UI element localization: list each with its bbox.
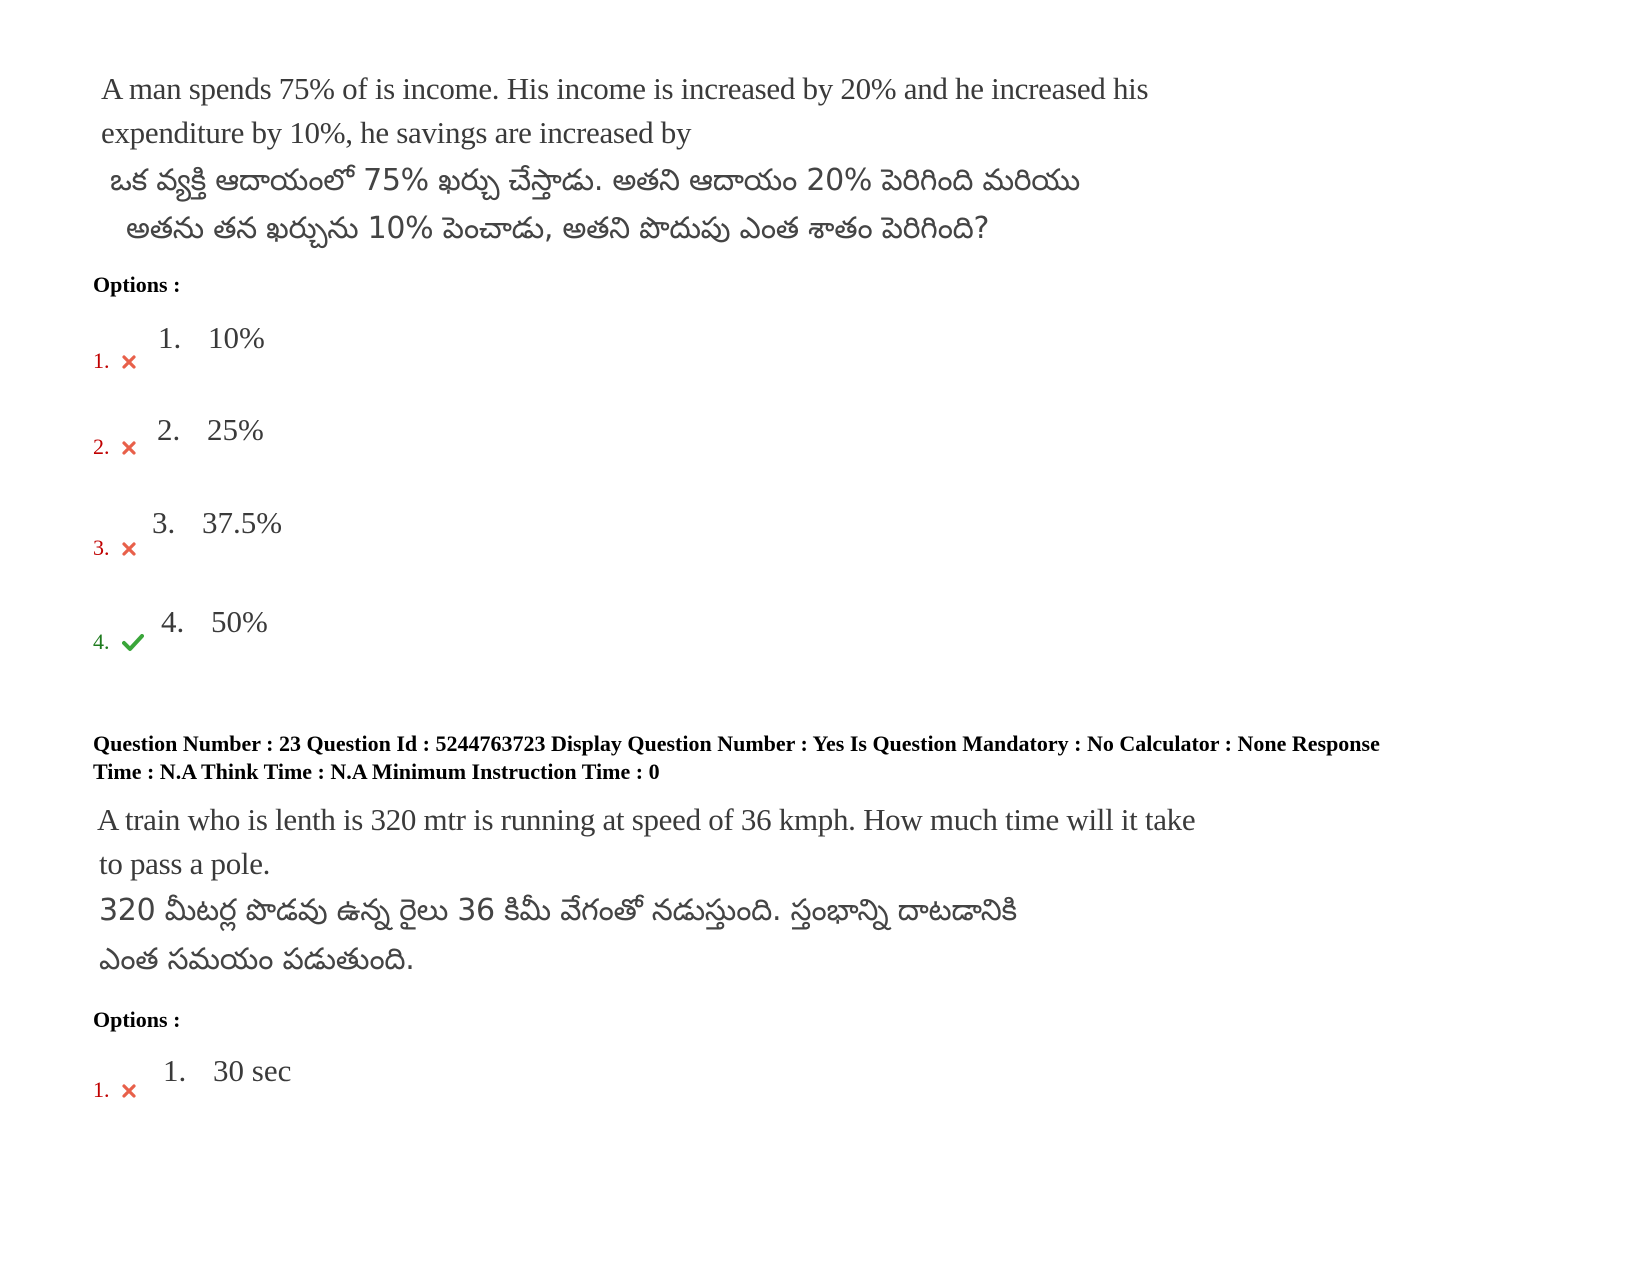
q22-english-line-2: expenditure by 10%, he savings are increased by <box>101 115 692 150</box>
q23-metadata <box>93 730 1651 786</box>
q22-telugu-line-2: అతను తన ఖర్చును 10% పెంచాడు, అతని పొదుపు ఎంత శాతం పెరిగింది? <box>126 211 990 246</box>
cross-icon <box>122 441 136 460</box>
option-index: 1. <box>163 1053 187 1088</box>
q22-option-2-marker <box>93 434 136 460</box>
q22-option-3[interactable] <box>152 505 282 541</box>
option-index: 1. <box>158 320 182 355</box>
option-index: 3. <box>152 505 176 540</box>
q23-meta-line-2: Time : N.A Think Time : N.A Minimum Instruction Time : 0 <box>93 759 660 784</box>
option-number: 1. <box>93 348 110 373</box>
q23-option-1-marker <box>93 1077 136 1103</box>
check-icon <box>122 634 144 657</box>
option-number: 3. <box>93 535 110 560</box>
cross-icon <box>122 1084 136 1103</box>
option-number: 1. <box>93 1077 110 1102</box>
q23-english-line-2: to pass a pole. <box>99 846 271 881</box>
q22-option-3-marker <box>93 535 136 561</box>
q22-option-1-marker <box>93 348 136 374</box>
q22-option-4-marker <box>93 629 144 657</box>
option-index: 2. <box>157 412 181 447</box>
q22-telugu-line-1: ఒక వ్యక్తి ఆదాయంలో 75% ఖర్చు చేస్తాడు. అతని ఆదాయం 20% పెరిగింది మరియు <box>110 163 1080 198</box>
cross-icon <box>122 542 136 561</box>
cross-icon <box>122 355 136 374</box>
q22-option-4[interactable] <box>161 604 268 640</box>
option-index: 4. <box>161 604 185 639</box>
q23-meta-line-1: Question Number : 23 Question Id : 5244763723 Display Question Number : Yes Is Question Mandatory : No Calculator : None Response <box>93 731 1380 756</box>
option-text: 30 sec <box>213 1053 292 1088</box>
option-text: 10% <box>208 320 265 355</box>
q23-option-1[interactable] <box>163 1053 291 1089</box>
q23-telugu-line-2: ఎంత సమయం పడుతుంది. <box>99 942 415 977</box>
q23-telugu-line-1: 320 మీటర్ల పొడవు ఉన్న రైలు 36 కిమీ వేగంతో నడుస్తుంది. స్తంభాన్ని దాటడానికి <box>99 893 1017 928</box>
option-text: 50% <box>211 604 268 639</box>
option-text: 25% <box>207 412 264 447</box>
q22-english-line-1: A man spends 75% of is income. His income is increased by 20% and he increased his <box>101 71 1149 106</box>
option-number: 4. <box>93 629 110 654</box>
q23-options-label: Options : <box>93 1007 181 1032</box>
q22-option-2[interactable] <box>157 412 264 448</box>
option-number: 2. <box>93 434 110 459</box>
option-text: 37.5% <box>202 505 283 540</box>
q23-english-line-1: A train who is lenth is 320 mtr is running at speed of 36 kmph. How much time will it take <box>97 802 1196 837</box>
q22-options-label: Options : <box>93 272 181 297</box>
q22-option-1[interactable] <box>158 320 265 356</box>
